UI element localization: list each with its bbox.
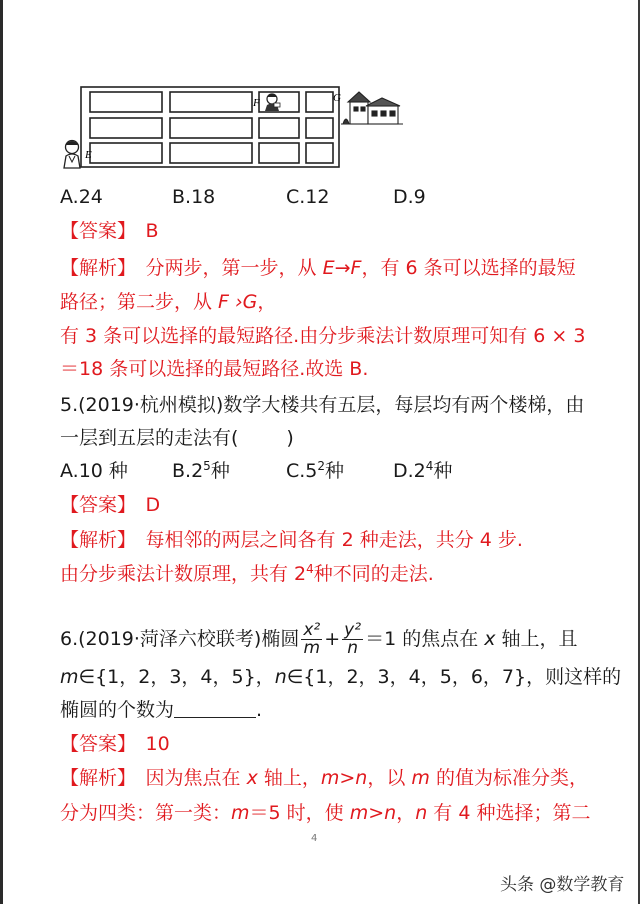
q6-stem-text: ∈{1，2，3，4，5，6，7}，则这样的 xyxy=(286,666,622,688)
q4-analysis-text: 路径；第二步，从 xyxy=(60,291,219,313)
q6-stem-text: ∈{1，2，3，4，5}， xyxy=(78,666,275,688)
q5-option-text: B.2 xyxy=(172,460,204,482)
q5-option-text: 种 xyxy=(433,460,453,482)
q6-stem-text: ＝1 的焦点在 xyxy=(365,628,485,650)
fraction-denominator: m xyxy=(303,638,321,658)
q6-analysis-math: m>n xyxy=(320,767,368,789)
q6-analysis-text: 分为四类：第一类： xyxy=(60,802,232,824)
q5-answer-line xyxy=(60,492,160,518)
q6-stem-math: n xyxy=(274,666,287,688)
q6-analysis-math: m xyxy=(231,802,250,824)
q6-stem-text: . xyxy=(256,699,263,721)
plus-sign: + xyxy=(324,628,341,650)
q5-analysis-text: 由分步乘法计数原理，共有 2 xyxy=(60,563,307,585)
q4-analysis-line-1 xyxy=(60,255,576,281)
q6-stem-line-2 xyxy=(60,664,621,690)
q5-option-exp: 2 xyxy=(317,459,326,473)
q6-analysis-line-2 xyxy=(60,800,590,826)
q6-analysis-text: 有 4 种选择；第二 xyxy=(427,802,591,824)
grid-outer-border xyxy=(81,87,339,167)
q5-option-exp: 5 xyxy=(203,459,211,473)
q4-answer-line xyxy=(60,218,159,244)
q5-option-text: C.5 xyxy=(286,460,318,482)
q5-option-text: 种 xyxy=(325,460,345,482)
q4-analysis-line-4: ＝18 条可以选择的最短路径.故选 B. xyxy=(60,358,369,380)
q4-analysis-text: 分两步，第一步，从 xyxy=(145,257,323,279)
q6-answer: 10 xyxy=(145,733,170,755)
q5-option-d xyxy=(393,458,452,484)
label-f: F xyxy=(253,97,260,109)
q5-analysis-line-1 xyxy=(60,527,523,553)
q6-stem-math: x xyxy=(484,628,496,650)
q4-answer: B xyxy=(145,220,159,242)
q6-analysis-math: m>n xyxy=(349,802,397,824)
q5-stem-text: ) xyxy=(286,427,294,449)
q4-analysis-math: E→F xyxy=(322,257,362,279)
q6-analysis-text: ＝5 时，使 xyxy=(249,802,350,824)
q4-analysis-text: ，有 6 条可以选择的最短 xyxy=(361,257,576,279)
answer-blank xyxy=(174,699,256,718)
q4-analysis-math: F ›G xyxy=(218,291,258,313)
fraction-y2-over-n xyxy=(342,622,363,657)
q6-analysis-text: ，以 xyxy=(367,767,412,789)
fraction-denominator: n xyxy=(347,638,358,658)
q4-analysis-line-2 xyxy=(60,289,276,315)
analysis-tag: 【解析】 xyxy=(60,529,127,551)
q4-option-b: B.18 xyxy=(172,186,216,208)
street-grid-figure xyxy=(55,84,405,170)
q6-stem-line-3 xyxy=(60,697,262,723)
q5-analysis-text: 每相邻的两层之间各有 2 种走法，共分 4 步. xyxy=(145,529,523,551)
q5-stem-line-2 xyxy=(60,425,294,451)
q6-analysis-text: ， xyxy=(396,802,416,824)
watermark: 头条 @数学教育 xyxy=(500,875,625,895)
q5-analysis-line-2 xyxy=(60,561,434,587)
answer-tag: 【答案】 xyxy=(60,733,127,755)
fraction-x2-over-m xyxy=(301,622,322,657)
q6-analysis-text: 的值为标准分类， xyxy=(429,767,588,789)
q5-analysis-exp: 4 xyxy=(306,562,314,576)
label-g: G xyxy=(333,92,341,104)
q6-analysis-text: 因为焦点在 xyxy=(145,767,247,789)
fraction-numerator: y² xyxy=(344,620,362,640)
q6-analysis-text: 轴上， xyxy=(257,767,321,789)
q6-analysis-math: x xyxy=(246,767,258,789)
q5-option-text: D.2 xyxy=(393,460,426,482)
q6-stem-line-1 xyxy=(60,617,578,661)
q6-answer-line xyxy=(60,731,170,757)
page-number: 4 xyxy=(311,833,318,844)
q6-analysis-math: m xyxy=(411,767,430,789)
q6-analysis-line-1 xyxy=(60,765,588,791)
q5-stem-text: 一层到五层的走法有( xyxy=(60,427,239,449)
q4-option-d: D.9 xyxy=(393,186,426,208)
q5-option-a: A.10 种 xyxy=(60,460,128,482)
q5-answer: D xyxy=(145,494,161,516)
analysis-tag: 【解析】 xyxy=(60,257,127,279)
student-icon xyxy=(64,141,80,169)
q5-option-text: 种 xyxy=(210,460,230,482)
fraction-numerator: x² xyxy=(303,620,321,640)
q5-analysis-text: 种不同的走法. xyxy=(313,563,434,585)
q4-analysis-line-3: 有 3 条可以选择的最短路径.由分步乘法计数原理可知有 6 × 3 xyxy=(60,325,586,347)
q4-analysis-text: ， xyxy=(257,291,277,313)
school-building-icon xyxy=(341,92,403,124)
q6-stem-text: 轴上，且 xyxy=(495,628,578,650)
answer-tag: 【答案】 xyxy=(60,494,127,516)
q5-option-exp: 4 xyxy=(425,459,434,473)
q4-option-c: C.12 xyxy=(286,186,330,208)
answer-tag: 【答案】 xyxy=(60,220,127,242)
q4-option-a: A.24 xyxy=(60,186,103,208)
q5-option-b xyxy=(172,458,230,484)
reading-person-icon xyxy=(265,94,280,111)
q5-stem-line-1: 5.(2019·杭州模拟)数学大楼共有五层，每层均有两个楼梯，由 xyxy=(60,394,585,416)
q5-option-c xyxy=(286,458,344,484)
q6-stem-text: 6.(2019·菏泽六校联考)椭圆 xyxy=(60,628,300,650)
q6-analysis-math: n xyxy=(415,802,428,824)
left-edge xyxy=(0,0,3,904)
q6-stem-math: m xyxy=(60,666,79,688)
label-e: E xyxy=(85,149,92,161)
q6-stem-text: 椭圆的个数为 xyxy=(60,699,175,721)
analysis-tag: 【解析】 xyxy=(60,767,127,789)
